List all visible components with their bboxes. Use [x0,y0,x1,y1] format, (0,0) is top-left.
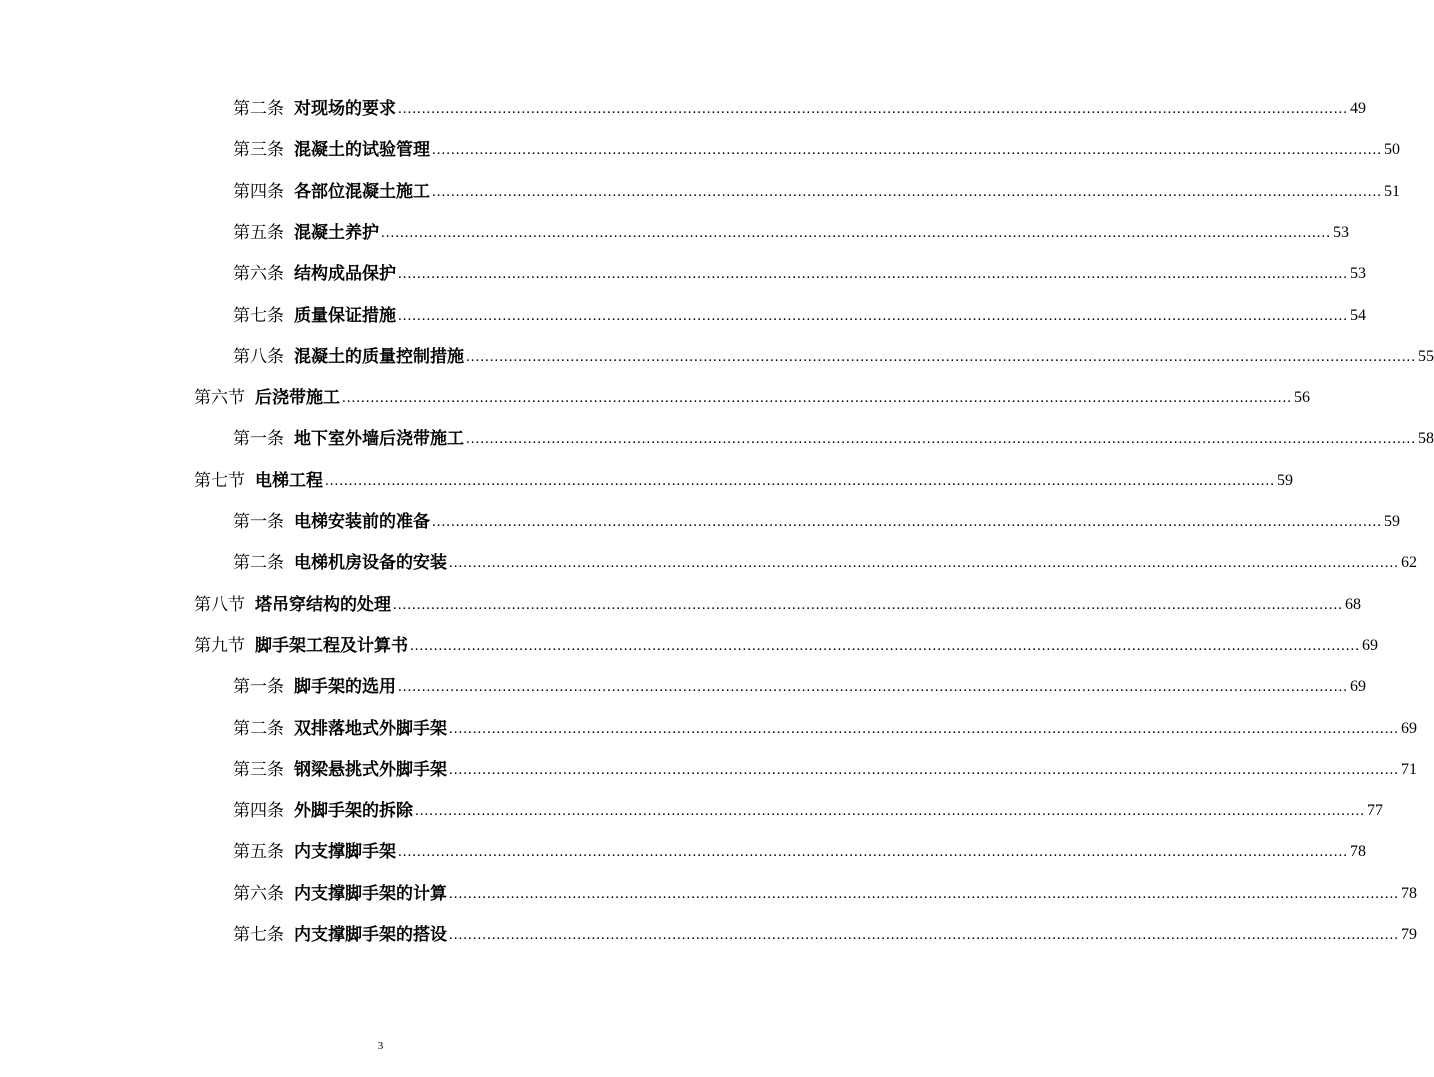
toc-entry-title: 外脚手架的拆除 [294,801,413,821]
toc-dot-leader: ........................................................................................................................................................................................................ [466,431,1416,447]
toc-entry[interactable] [233,832,1366,862]
toc-entry-title: 内支撑脚手架 [294,842,396,862]
toc-entry-page: 69 [1350,678,1366,695]
toc-entry-title: 内支撑脚手架的搭设 [294,925,447,945]
toc-entry-page: 78 [1350,843,1366,860]
toc-dot-leader: ........................................................................................................................................................................................................ [415,803,1365,819]
toc-entry-label: 第五条 [233,223,284,243]
toc-entry[interactable] [233,750,1417,780]
toc-entry-page: 54 [1350,307,1366,324]
toc-entry[interactable] [194,461,1293,491]
toc-entry-title: 电梯安装前的准备 [294,512,430,532]
toc-entry[interactable] [233,502,1400,532]
toc-entry[interactable] [233,254,1366,284]
toc-entry[interactable] [233,667,1366,697]
toc-dot-leader: ........................................................................................................................................................................................................ [398,266,1348,282]
toc-entry-title: 各部位混凝土施工 [294,182,430,202]
toc-dot-leader: ........................................................................................................................................................................................................ [449,555,1399,571]
toc-entry-page: 50 [1384,141,1400,158]
toc-entry[interactable] [233,130,1400,160]
toc-entry[interactable] [233,172,1400,202]
toc-entry-label: 第二条 [233,719,284,739]
page-number: 3 [377,1040,384,1052]
toc-entry-label: 第六条 [233,264,284,284]
toc-entry-label: 第一条 [233,429,284,449]
toc-entry-label: 第七条 [233,925,284,945]
toc-entry[interactable] [233,337,1434,367]
toc-entry-title: 电梯工程 [255,471,323,491]
toc-entry-label: 第四条 [233,182,284,202]
toc-entry-title: 混凝土的质量控制措施 [294,347,464,367]
toc-entry-page: 69 [1401,720,1417,737]
toc-entry[interactable] [233,419,1434,449]
toc-entry[interactable] [233,213,1349,243]
toc-entry-label: 第四条 [233,801,284,821]
toc-entry-title: 结构成品保护 [294,264,396,284]
toc-entry-title: 塔吊穿结构的处理 [255,595,391,615]
toc-dot-leader: ........................................................................................................................................................................................................ [398,101,1348,117]
toc-entry-label: 第五条 [233,842,284,862]
toc-entry-label: 第六条 [233,884,284,904]
toc-entry-title: 脚手架工程及计算书 [255,636,408,656]
toc-entry-label: 第三条 [233,760,284,780]
toc-dot-leader: ........................................................................................................................................................................................................ [432,142,1382,158]
toc-entry-label: 第三条 [233,140,284,160]
toc-entry-page: 62 [1401,554,1417,571]
toc-dot-leader: ........................................................................................................................................................................................................ [432,514,1382,530]
toc-dot-leader: ........................................................................................................................................................................................................ [342,390,1292,406]
toc-entry-title: 电梯机房设备的安装 [294,553,447,573]
toc-entry-label: 第七条 [233,306,284,326]
toc-dot-leader: ........................................................................................................................................................................................................ [325,473,1275,489]
toc-dot-leader: ........................................................................................................................................................................................................ [449,927,1399,943]
toc-entry[interactable] [233,296,1366,326]
toc-entry[interactable] [233,874,1417,904]
toc-dot-leader: ........................................................................................................................................................................................................ [410,638,1360,654]
toc-entry-label: 第一条 [233,677,284,697]
toc-entry-label: 第二条 [233,553,284,573]
toc-entry-title: 双排落地式外脚手架 [294,719,447,739]
toc-dot-leader: ........................................................................................................................................................................................................ [398,844,1348,860]
toc-dot-leader: ........................................................................................................................................................................................................ [398,679,1348,695]
toc-dot-leader: ........................................................................................................................................................................................................ [466,349,1416,365]
toc-dot-leader: ........................................................................................................................................................................................................ [449,762,1399,778]
toc-entry-page: 59 [1384,513,1400,530]
toc-dot-leader: ........................................................................................................................................................................................................ [449,886,1399,902]
toc-entry[interactable] [233,791,1383,821]
toc-entry-label: 第八节 [194,595,245,615]
toc-entry[interactable] [233,543,1417,573]
toc-entry-page: 77 [1367,802,1383,819]
toc-entry[interactable] [194,378,1310,408]
toc-entry-page: 53 [1350,265,1366,282]
toc-entry-title: 后浇带施工 [255,388,340,408]
toc-dot-leader: ........................................................................................................................................................................................................ [393,597,1343,613]
toc-entry-page: 68 [1345,596,1361,613]
toc-entry-label: 第八条 [233,347,284,367]
toc-entry-page: 71 [1401,761,1417,778]
toc-dot-leader: ........................................................................................................................................................................................................ [449,721,1399,737]
toc-entry-title: 内支撑脚手架的计算 [294,884,447,904]
toc-entry-label: 第七节 [194,471,245,491]
toc-entry[interactable] [194,585,1361,615]
toc-entry-label: 第一条 [233,512,284,532]
toc-entry-page: 78 [1401,885,1417,902]
toc-entry-title: 脚手架的选用 [294,677,396,697]
toc-entry-title: 混凝土养护 [294,223,379,243]
toc-entry-page: 79 [1401,926,1417,943]
toc-entry-page: 55 [1418,348,1434,365]
toc-entry-label: 第六节 [194,388,245,408]
toc-entry-title: 质量保证措施 [294,306,396,326]
toc-entry[interactable] [233,915,1417,945]
toc-entry-page: 53 [1333,224,1349,241]
toc-entry-label: 第二条 [233,99,284,119]
toc-entry-page: 59 [1277,472,1293,489]
toc-entry-title: 地下室外墙后浇带施工 [294,429,464,449]
toc-entry-title: 对现场的要求 [294,99,396,119]
toc-entry-page: 58 [1418,430,1434,447]
toc-entry-page: 69 [1362,637,1378,654]
toc-entry-page: 51 [1384,183,1400,200]
toc-entry[interactable] [194,626,1378,656]
toc-dot-leader: ........................................................................................................................................................................................................ [432,184,1382,200]
toc-entry-title: 钢梁悬挑式外脚手架 [294,760,447,780]
toc-entry-page: 56 [1294,389,1310,406]
toc-dot-leader: ........................................................................................................................................................................................................ [381,225,1331,241]
toc-dot-leader: ........................................................................................................................................................................................................ [398,308,1348,324]
toc-entry[interactable] [233,709,1417,739]
toc-entry-label: 第九节 [194,636,245,656]
toc-entry-title: 混凝土的试验管理 [294,140,430,160]
toc-entry-page: 49 [1350,100,1366,117]
toc-entry[interactable] [233,89,1366,119]
